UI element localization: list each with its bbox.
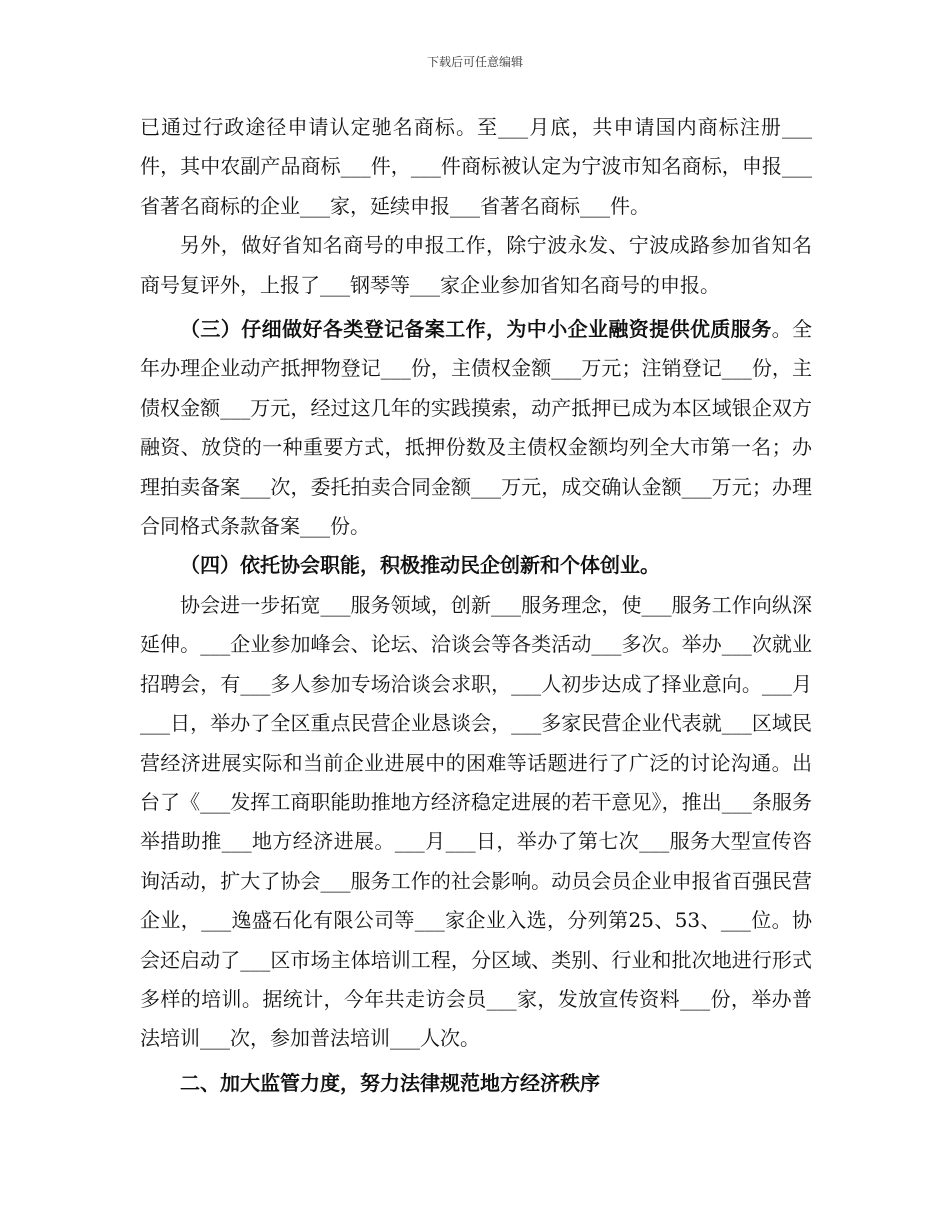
section-heading-four xyxy=(140,546,812,585)
document-body xyxy=(140,108,812,1103)
paragraph-trademark-stats xyxy=(140,108,812,226)
paragraph-text: 另外，做好省知名商号的申报工作，除宁波永发、宁波成路参加省知名商号复评外，上报了___钢琴等___家企业参加省知名商号的申报。 xyxy=(140,233,812,297)
section-heading-two xyxy=(140,1064,812,1103)
paragraph-text: 已通过行政途径申请认定驰名商标。至___月底，共申请国内商标注册___件，其中农副产品商标___件，___件商标被认定为宁波市知名商标，申报___省著名商标的企业___家，延续申报___省著名商标___件。 xyxy=(140,115,812,218)
heading-text: 二、加大监管力度，努力法律规范地方经济秩序 xyxy=(180,1070,600,1095)
paragraph-association xyxy=(140,586,812,1059)
section-heading-three: （三）仔细做好各类登记备案工作，为中小企业融资提供优质服务 xyxy=(180,317,772,342)
heading-text: （四）依托协会职能，积极推动民企创新和个体创业。 xyxy=(180,553,660,578)
page-header: 下载后可任意编辑 xyxy=(426,55,523,69)
paragraph-registration-filing xyxy=(140,310,812,546)
paragraph-trade-name xyxy=(140,226,812,305)
paragraph-text: 协会进一步拓宽___服务领域，创新___服务理念，使___服务工作向纵深延伸。___企业参加峰会、论坛、洽谈会等各类活动___多次。举办___次就业招聘会，有___多人参加专场洽谈会求职，___人初步达成了择业意向。___月___日，举办了全区重点民营企业恳谈会，___多家民营企业代表就___区域民营经济进展实际和当前企业进展中的困难等话题进行了广泛的讨论沟通。出台了《___发挥工商职能助推地方经济稳定进展的若干意见》，推出___条服务举措助推___地方经济进展。___月___日，举办了第七次___服务大型宣传咨询活动，扩大了协会___服务工作的社会影响。动员会员企业申报省百强民营企业，___逸盛石化有限公司等___家企业入选，分列第25、53、___位。协会还启动了___区市场主体培训工程，分区域、类别、行业和批次地进行形式多样的培训。据统计，今年共走访会员___家，发放宣传资料___份，举办普法培训___次，参加普法培训___人次。 xyxy=(140,592,812,1051)
paragraph-text: 。全年办理企业动产抵押物登记___份，主债权金额___万元；注销登记___份，主债权金额___万元，经过这几年的实践摸索，动产抵押已成为本区域银企双方融资、放贷的一种重要方式，抵押份数及主债权金额均列全大市第一名；办理拍卖备案___次，委托拍卖合同金额___万元，成交确认金额___万元；办理合同格式条款备案___份。 xyxy=(140,317,813,539)
